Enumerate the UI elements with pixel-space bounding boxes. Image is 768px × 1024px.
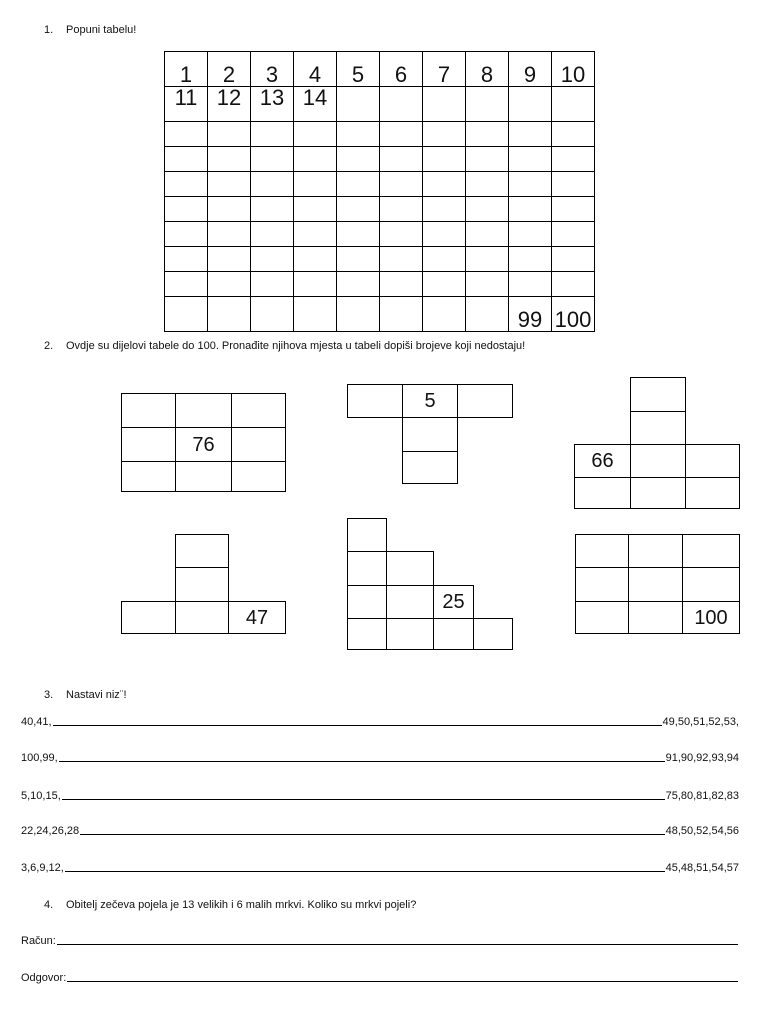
hundred-table [164,51,595,332]
piece-cell[interactable] [175,393,232,428]
piece-cell[interactable] [347,384,403,418]
table-cell-given: 10 [552,52,595,87]
table-cell[interactable] [165,272,208,297]
piece-cell-given: 66 [574,444,631,478]
piece-cell[interactable] [685,477,740,509]
table-cell[interactable] [294,147,337,172]
task-2-number: 2. [44,340,54,352]
piece-cell-given: 47 [228,601,286,634]
calculation-row [21,935,739,947]
piece-cell[interactable] [347,618,387,650]
table-cell[interactable] [251,297,294,332]
sequence-end: 49,50,51,52,53, [662,716,739,728]
piece-cell[interactable] [473,618,513,650]
piece-cell[interactable] [231,393,286,428]
sequence-answer-line[interactable] [53,724,662,726]
sequence-row [21,825,739,837]
table-row [165,247,595,272]
table-cell[interactable] [165,197,208,222]
table-cell[interactable] [208,122,251,147]
table-cell-given: 8 [466,52,509,87]
table-cell-given: 5 [337,52,380,87]
table-cell[interactable] [380,222,423,247]
table-cell[interactable] [380,122,423,147]
table-row [165,172,595,197]
table-cell[interactable] [423,87,466,122]
table-cell[interactable] [552,147,595,172]
task-2-title: Ovdje su dijelovi tabele do 100. Pronađite njihova mjesta u tabeli dopiši brojeve koji nedostaju! [66,340,526,352]
table-cell[interactable] [294,247,337,272]
table-cell[interactable] [165,122,208,147]
answer-line[interactable] [67,980,738,982]
table-cell[interactable] [251,147,294,172]
piece-cell[interactable] [121,601,176,634]
table-cell[interactable] [337,297,380,332]
piece-cell[interactable] [682,567,740,602]
table-cell[interactable] [337,87,380,122]
table-cell[interactable] [251,247,294,272]
task-1-heading [44,24,136,36]
table-cell[interactable] [509,122,552,147]
table-cell[interactable] [380,197,423,222]
table-cell-given: 13 [251,87,294,122]
table-cell[interactable] [552,87,595,122]
table-cell[interactable] [423,147,466,172]
table-row [165,272,595,297]
table-cell[interactable] [423,172,466,197]
table-cell-given: 6 [380,52,423,87]
table-cell[interactable] [294,272,337,297]
sequence-start: 5,10,15, [21,790,61,802]
sequence-row [21,752,739,764]
piece-cell[interactable] [630,477,686,509]
table-cell[interactable] [294,222,337,247]
table-cell[interactable] [337,122,380,147]
piece-cell[interactable] [121,393,176,428]
piece-cell-given: 76 [175,427,232,462]
piece-cell[interactable] [630,411,686,445]
piece-cell-given: 25 [433,585,474,619]
table-cell[interactable] [466,122,509,147]
sequence-row [21,790,739,802]
piece-cell[interactable] [575,567,629,602]
table-cell[interactable] [466,247,509,272]
piece-cell[interactable] [628,534,683,568]
table-cell[interactable] [509,197,552,222]
table-row [165,197,595,222]
table-cell-given: 3 [251,52,294,87]
table-cell-given: 11 [165,87,208,122]
sequence-row [21,716,739,728]
table-cell[interactable] [423,222,466,247]
table-cell[interactable] [380,272,423,297]
answer-row [21,972,739,984]
piece-cell[interactable] [630,444,686,478]
sequence-answer-line[interactable] [65,870,665,872]
table-cell[interactable] [294,197,337,222]
table-cell[interactable] [165,297,208,332]
answer-label: Odgovor: [21,972,67,984]
table-cell[interactable] [337,172,380,197]
piece-cell[interactable] [231,427,286,462]
sequence-end: 75,80,81,82,83 [665,790,739,802]
table-cell[interactable] [337,147,380,172]
table-cell[interactable] [380,87,423,122]
table-cell-given: 99 [509,297,552,332]
task-1-number: 1. [44,24,54,36]
piece-cell[interactable] [121,461,176,492]
sequence-start: 40,41, [21,716,52,728]
piece-cell[interactable] [175,461,232,492]
table-cell[interactable] [509,222,552,247]
table-cell[interactable] [380,247,423,272]
table-cell[interactable] [423,122,466,147]
piece-cell[interactable] [121,427,176,462]
piece-cell[interactable] [685,444,740,478]
sequence-answer-line[interactable] [80,833,664,835]
table-cell-given: 100 [552,297,595,332]
sequence-start: 22,24,26,28 [21,825,80,837]
piece-cell[interactable] [347,585,387,619]
table-cell[interactable] [552,172,595,197]
piece-cell-given: 5 [402,384,458,418]
table-cell[interactable] [466,147,509,172]
task-3-title: Nastavi niz¨! [66,689,127,701]
sequence-answer-line[interactable] [62,798,665,800]
piece-cell[interactable] [630,377,686,412]
table-cell[interactable] [552,197,595,222]
table-cell[interactable] [466,272,509,297]
piece-cell[interactable] [231,461,286,492]
piece-cell[interactable] [575,601,629,634]
task-2-heading [44,340,525,352]
table-cell[interactable] [208,272,251,297]
task-3-number: 3. [44,689,54,701]
table-cell[interactable] [337,272,380,297]
table-cell[interactable] [208,222,251,247]
table-cell[interactable] [552,222,595,247]
sequence-end: 48,50,52,54,56 [665,825,739,837]
table-row [165,122,595,147]
piece-cell[interactable] [574,477,631,509]
table-cell[interactable] [466,197,509,222]
sequence-start: 100,99, [21,752,58,764]
table-cell[interactable] [552,272,595,297]
table-cell[interactable] [509,247,552,272]
table-row [165,52,595,87]
table-cell[interactable] [552,247,595,272]
piece-cell[interactable] [402,451,458,484]
piece-cell[interactable] [575,534,629,568]
table-cell[interactable] [337,247,380,272]
table-cell[interactable] [466,297,509,332]
piece-cell[interactable] [175,567,229,602]
table-cell[interactable] [165,222,208,247]
table-cell[interactable] [466,172,509,197]
piece-cell[interactable] [386,618,434,650]
sequence-end: 45,48,51,54,57 [665,862,739,874]
table-cell[interactable] [337,222,380,247]
table-cell[interactable] [509,172,552,197]
table-cell[interactable] [251,122,294,147]
sequence-start: 3,6,9,12, [21,862,64,874]
table-cell[interactable] [251,197,294,222]
piece-cell[interactable] [433,618,474,650]
table-cell[interactable] [294,297,337,332]
piece-cell[interactable] [175,534,229,568]
task-1-title: Popuni tabelu! [66,24,137,36]
table-cell[interactable] [380,147,423,172]
piece-cell[interactable] [402,417,458,452]
table-cell-given: 4 [294,52,337,87]
table-cell-given: 1 [165,52,208,87]
sequence-answer-line[interactable] [59,760,665,762]
table-row [165,147,595,172]
table-cell[interactable] [208,147,251,172]
table-row [165,297,595,332]
piece-cell[interactable] [386,551,434,586]
table-row [165,87,595,122]
table-cell[interactable] [208,197,251,222]
sequence-row [21,862,739,874]
piece-cell[interactable] [682,534,740,568]
table-cell[interactable] [165,147,208,172]
piece-cell[interactable] [457,384,513,418]
table-cell[interactable] [208,297,251,332]
table-cell[interactable] [208,247,251,272]
calculation-label: Račun: [21,935,56,947]
table-cell[interactable] [294,172,337,197]
piece-cell-given: 100 [682,601,740,634]
piece-cell[interactable] [175,601,229,634]
table-cell[interactable] [509,147,552,172]
table-cell[interactable] [423,197,466,222]
piece-cell[interactable] [347,551,387,586]
piece-cell[interactable] [628,567,683,602]
table-cell-given: 9 [509,52,552,87]
sequence-end: 91,90,92,93,94 [665,752,739,764]
table-cell-given: 7 [423,52,466,87]
table-cell[interactable] [380,297,423,332]
table-cell[interactable] [337,197,380,222]
table-row [165,222,595,247]
table-cell[interactable] [509,87,552,122]
table-cell[interactable] [165,172,208,197]
table-cell[interactable] [380,172,423,197]
table-cell-given: 14 [294,87,337,122]
table-cell[interactable] [552,122,595,147]
table-cell-given: 12 [208,87,251,122]
table-cell[interactable] [294,122,337,147]
table-cell[interactable] [251,172,294,197]
piece-cell[interactable] [386,585,434,619]
table-cell-given: 2 [208,52,251,87]
table-cell[interactable] [423,247,466,272]
piece-cell[interactable] [347,518,387,552]
calculation-answer-line[interactable] [57,943,738,945]
task-4-heading [44,899,416,911]
table-cell[interactable] [466,87,509,122]
table-cell[interactable] [251,272,294,297]
table-cell[interactable] [165,247,208,272]
task-4-number: 4. [44,899,54,911]
table-cell[interactable] [208,172,251,197]
table-cell[interactable] [466,222,509,247]
table-cell[interactable] [423,272,466,297]
task-3-heading [44,689,127,701]
piece-cell[interactable] [628,601,683,634]
table-cell[interactable] [251,222,294,247]
task-4-title: Obitelj zečeva pojela je 13 velikih i 6 malih mrkvi. Koliko su mrkvi pojeli? [66,899,417,911]
table-cell[interactable] [509,272,552,297]
table-cell[interactable] [423,297,466,332]
